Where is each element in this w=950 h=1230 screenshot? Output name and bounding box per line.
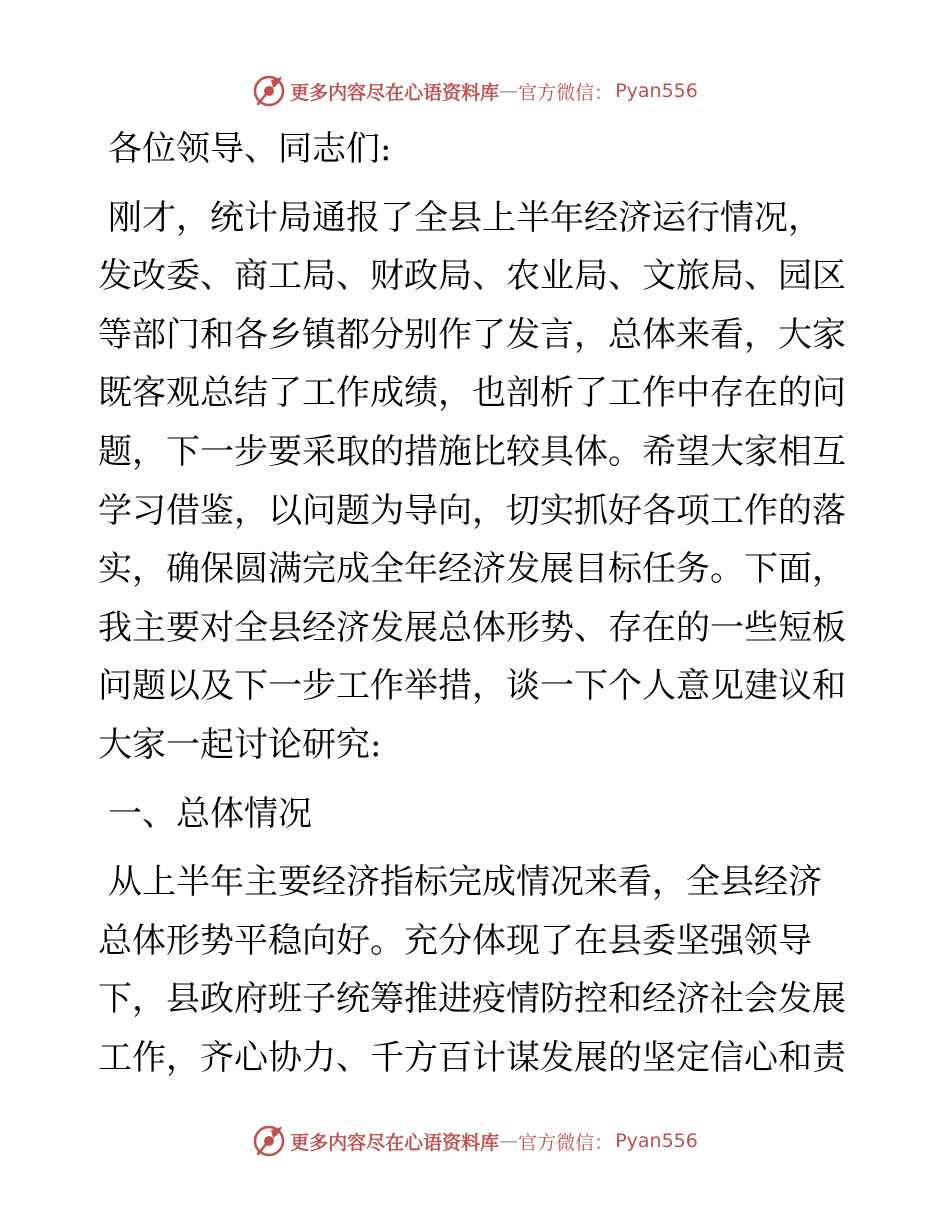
banner-dash: — <box>499 80 519 102</box>
paragraph-line: 既客观总结了工作成绩，也剖析了工作中存在的问 <box>98 373 846 414</box>
paragraph-line: 从上半年主要经济指标完成情况来看，全县经济 <box>108 862 822 903</box>
header-watermark-banner <box>0 71 950 111</box>
banner-main-text: 更多内容尽在心语资料库 <box>290 1131 500 1154</box>
paragraph-line: 学习借鉴，以问题为导向，切实抓好各项工作的落 <box>98 490 846 531</box>
banner-main-text: 更多内容尽在心语资料库 <box>290 81 500 104</box>
paragraph-line: 工作，齐心协力、千方百计谋发展的坚定信心和责 <box>98 1037 846 1078</box>
footer-watermark-banner <box>0 1121 950 1161</box>
banner-wechat-account: Pyan556 <box>615 1130 698 1152</box>
paragraph-line: 大家一起讨论研究: <box>98 724 382 765</box>
paragraph-line: 总体形势平稳向好。充分体现了在县委坚强领导 <box>98 920 812 961</box>
paragraph-line: 问题以及下一步工作举措，谈一下个人意见建议和 <box>98 666 846 707</box>
salutation: 各位领导、同志们: <box>108 129 392 169</box>
banner-dash: — <box>499 1130 519 1152</box>
document-body <box>98 120 850 1088</box>
paragraph-line: 实，确保圆满完成全年经济发展目标任务。下面， <box>98 549 846 590</box>
paragraph-line: 我主要对全县经济发展总体形势、存在的一些短板 <box>98 607 846 648</box>
paragraph-line: 刚才，统计局通报了全县上半年经济运行情况， <box>108 197 822 238</box>
banner-wechat-account: Pyan556 <box>615 80 698 102</box>
paragraph-line: 下，县政府班子统筹推进疫情防控和经济社会发展 <box>98 979 846 1020</box>
banner-wechat-label: 官方微信： <box>518 1131 614 1154</box>
paragraph-2 <box>98 853 850 1087</box>
section-heading: 一、总体情况 <box>108 793 312 834</box>
paragraph-line: 发改委、商工局、财政局、农业局、文旅局、园区 <box>98 256 846 297</box>
paragraph-line: 题，下一步要采取的措施比较具体。希望大家相互 <box>98 431 846 472</box>
quill-logo-icon <box>252 74 286 108</box>
paragraph-line: 等部门和各乡镇都分别作了发言，总体来看，大家 <box>98 314 846 355</box>
banner-wechat-label: 官方微信： <box>518 81 614 104</box>
paragraph-1 <box>98 189 850 775</box>
quill-logo-icon <box>252 1124 286 1158</box>
